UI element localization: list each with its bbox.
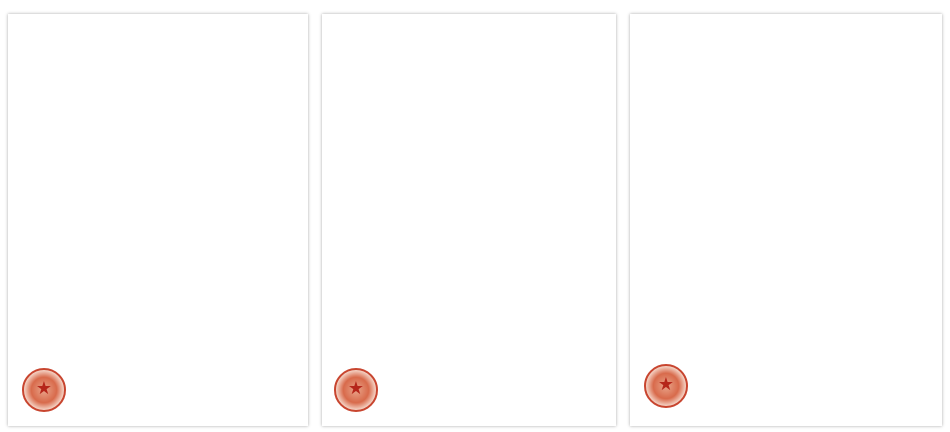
report-page-1 — [322, 14, 616, 426]
report-header — [678, 82, 740, 89]
report-page-5 — [630, 14, 942, 426]
report-header — [68, 74, 130, 81]
official-seal-icon: ★ — [644, 364, 688, 408]
report-header — [372, 72, 434, 79]
report-page-6 — [8, 14, 308, 426]
official-seal-icon: ★ — [22, 368, 66, 412]
official-seal-icon: ★ — [334, 368, 378, 412]
